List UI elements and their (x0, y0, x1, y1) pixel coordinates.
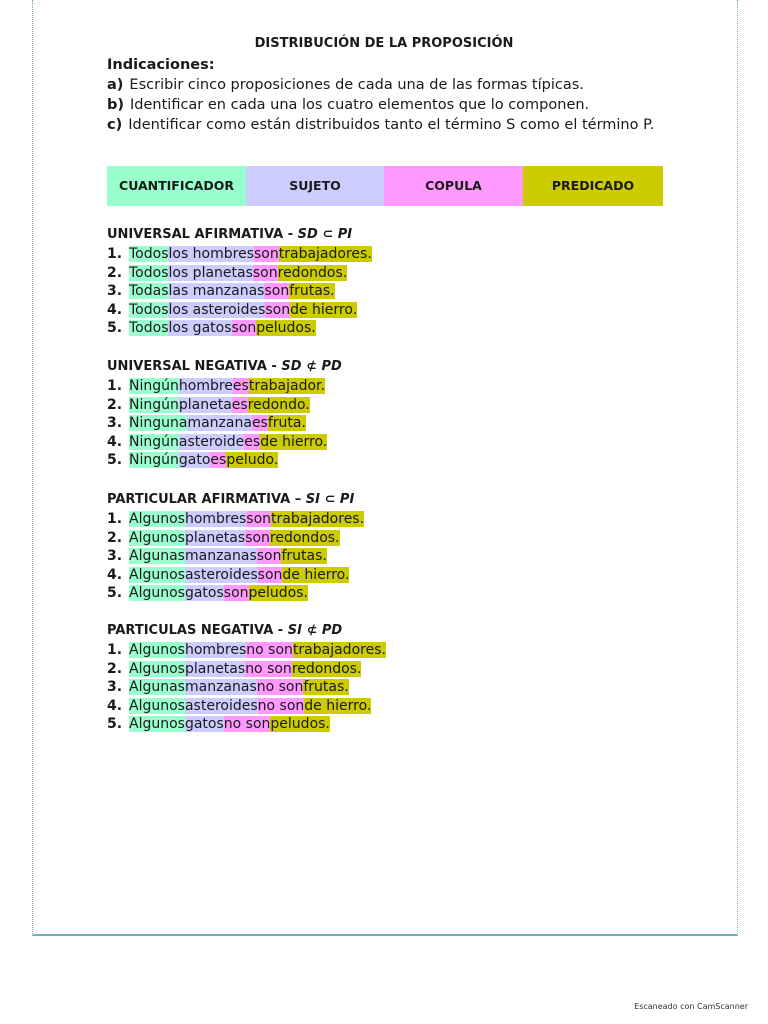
predicate-highlight: trabajadores. (278, 246, 372, 262)
predicate-highlight: peludos. (256, 320, 316, 337)
subject-highlight: asteroide (178, 433, 245, 450)
item-number: 5. (107, 320, 123, 337)
item-number: 1. (107, 642, 123, 658)
subject-highlight: las manzanas (168, 283, 265, 300)
quantifier-highlight: Ninguna (129, 415, 188, 432)
copula-highlight: es (244, 433, 261, 450)
subject-highlight: asteroides (184, 697, 258, 714)
quantifier-highlight: Ningún (129, 378, 179, 394)
copula-highlight: no son (246, 642, 293, 658)
proposition-item (107, 282, 372, 301)
section-title-text: PARTICULAR AFIRMATIVA – (107, 492, 306, 507)
quantifier-highlight: Todos (129, 301, 169, 318)
proposition-item (107, 547, 364, 566)
quantifier-highlight: Todos (129, 320, 169, 337)
instruction-item (107, 95, 654, 115)
quantifier-highlight: Algunos (129, 585, 185, 602)
legend-copula: COPULA (384, 166, 523, 206)
page-title: DISTRIBUCIÓN DE LA PROPOSICIÓN (254, 36, 514, 51)
item-number: 1. (107, 378, 123, 394)
item-number: 2. (107, 396, 123, 413)
instruction-text: Escribir cinco proposiciones de cada una de las formas típicas. (129, 77, 584, 93)
item-number: 2. (107, 264, 123, 281)
proposition-item (107, 301, 372, 320)
instruction-item (107, 115, 654, 135)
section-title-text: PARTICULAS NEGATIVA - (107, 623, 288, 638)
instruction-letter: b) (107, 97, 125, 113)
predicate-highlight: de hierro. (282, 566, 350, 583)
item-number: 3. (107, 548, 123, 565)
predicate-highlight: trabajador. (248, 378, 325, 394)
subject-highlight: gatos (184, 716, 224, 733)
section-title (107, 490, 364, 510)
subject-highlight: asteroides (184, 566, 258, 583)
section-title (107, 225, 372, 245)
section-formula: SD ⊂ PI (297, 227, 353, 242)
subject-highlight: manzanas (184, 679, 257, 696)
subject-highlight: gatos (184, 585, 224, 602)
copula-highlight: es (231, 396, 248, 413)
legend-cuantificador: CUANTIFICADOR (107, 166, 246, 206)
quantifier-highlight: Algunos (129, 529, 185, 546)
subject-highlight: hombre (178, 378, 233, 394)
quantifier-highlight: Todos (129, 246, 169, 262)
section-universal-afirmativa (107, 225, 372, 338)
item-number: 2. (107, 529, 123, 546)
subject-highlight: planeta (178, 396, 232, 413)
instruction-letter: c) (107, 117, 123, 133)
section-title-text: UNIVERSAL AFIRMATIVA - (107, 227, 298, 242)
subject-highlight: los hombres (168, 246, 255, 262)
item-number: 4. (107, 301, 123, 318)
subject-highlight: planetas (184, 529, 246, 546)
predicate-highlight: de hierro. (290, 301, 358, 318)
copula-highlight: no son (256, 679, 304, 696)
copula-highlight: no son (223, 716, 271, 733)
instruction-text: Identificar como están distribuidos tanto el término S como el término P. (128, 117, 655, 133)
item-number: 5. (107, 452, 123, 469)
item-number: 3. (107, 283, 123, 300)
item-number: 4. (107, 697, 123, 714)
proposition-item (107, 715, 386, 734)
predicate-highlight: de hierro. (304, 697, 372, 714)
predicate-highlight: redondo. (247, 396, 310, 413)
proposition-item (107, 264, 372, 283)
subject-highlight: planetas (184, 660, 246, 677)
quantifier-highlight: Algunos (129, 697, 185, 714)
instructions-heading: Indicaciones: (107, 57, 215, 73)
proposition-item (107, 641, 386, 660)
copula-highlight: son (231, 320, 257, 337)
copula-highlight: es (232, 378, 249, 394)
legend-sujeto: SUJETO (246, 166, 384, 206)
quantifier-highlight: Ningún (129, 433, 179, 450)
predicate-highlight: trabajadores. (271, 511, 365, 527)
item-number: 5. (107, 585, 123, 602)
quantifier-highlight: Algunas (129, 548, 185, 565)
quantifier-highlight: Algunos (129, 511, 185, 527)
copula-highlight: es (251, 415, 268, 432)
section-formula: SI ⊂ PI (305, 492, 355, 507)
quantifier-highlight: Algunos (129, 566, 185, 583)
predicate-highlight: frutas. (303, 679, 349, 696)
item-number: 4. (107, 566, 123, 583)
section-title (107, 357, 342, 377)
copula-highlight: no son (245, 660, 292, 677)
proposition-item (107, 451, 342, 470)
proposition-item (107, 678, 386, 697)
section-title (107, 621, 386, 641)
instruction-text: Identificar en cada una los cuatro elementos que lo componen. (130, 97, 590, 113)
predicate-highlight: fruta. (267, 415, 306, 432)
proposition-item (107, 319, 372, 338)
predicate-highlight: redondos. (269, 529, 340, 546)
predicate-highlight: redondos. (291, 660, 362, 677)
copula-highlight: no son (257, 697, 305, 714)
item-number: 1. (107, 511, 123, 527)
quantifier-highlight: Todas (129, 283, 169, 300)
copula-highlight: son (246, 511, 272, 527)
proposition-item (107, 433, 342, 452)
subject-highlight: hombres (184, 511, 247, 527)
proposition-item (107, 245, 372, 264)
predicate-highlight: frutas. (281, 548, 327, 565)
quantifier-highlight: Algunos (129, 642, 185, 658)
copula-highlight: son (245, 529, 270, 546)
subject-highlight: gato (178, 452, 211, 469)
copula-highlight: son (256, 548, 282, 565)
item-number: 3. (107, 679, 123, 696)
section-formula: SI ⊄ PD (287, 623, 343, 638)
item-number: 3. (107, 415, 123, 432)
proposition-item (107, 566, 364, 585)
copula-highlight: son (252, 264, 278, 281)
copula-highlight: son (257, 566, 283, 583)
instruction-letter: a) (107, 77, 124, 93)
instructions (107, 55, 654, 135)
proposition-item (107, 660, 386, 679)
subject-highlight: manzana (187, 415, 252, 432)
proposition-item (107, 697, 386, 716)
proposition-item (107, 584, 364, 603)
item-number: 4. (107, 433, 123, 450)
quantifier-highlight: Algunos (129, 716, 185, 733)
subject-highlight: hombres (184, 642, 247, 658)
proposition-item (107, 396, 342, 415)
copula-highlight: son (264, 283, 290, 300)
section-universal-negativa (107, 357, 342, 470)
section-formula: SD ⊄ PD (281, 359, 342, 374)
predicate-highlight: peludo. (226, 452, 279, 469)
item-number: 2. (107, 660, 123, 677)
subject-highlight: los gatos (168, 320, 232, 337)
proposition-item (107, 510, 364, 529)
proposition-item (107, 414, 342, 433)
proposition-item (107, 377, 342, 396)
predicate-highlight: redondos. (277, 264, 348, 281)
item-number: 1. (107, 246, 123, 262)
subject-highlight: manzanas (184, 548, 257, 565)
section-particular-afirmativa (107, 490, 364, 603)
quantifier-highlight: Todos (129, 264, 169, 281)
instruction-item (107, 75, 654, 95)
scanner-watermark: Escaneado con CamScanner (634, 1002, 748, 1011)
section-title-text: UNIVERSAL NEGATIVA - (107, 359, 282, 374)
copula-highlight: son (254, 246, 279, 262)
quantifier-highlight: Algunas (129, 679, 185, 696)
copula-highlight: es (210, 452, 227, 469)
predicate-highlight: peludos. (270, 716, 330, 733)
predicate-highlight: trabajadores. (292, 642, 386, 658)
predicate-highlight: peludos. (248, 585, 308, 602)
predicate-highlight: de hierro. (260, 433, 328, 450)
quantifier-highlight: Ningún (129, 396, 179, 413)
section-particular-negativa (107, 621, 386, 734)
quantifier-highlight: Algunos (129, 660, 185, 677)
quantifier-highlight: Ningún (129, 452, 179, 469)
copula-highlight: son (265, 301, 291, 318)
subject-highlight: los asteroides (168, 301, 266, 318)
item-number: 5. (107, 716, 123, 733)
copula-highlight: son (223, 585, 249, 602)
legend-predicado: PREDICADO (523, 166, 663, 206)
proposition-item (107, 529, 364, 548)
predicate-highlight: frutas. (289, 283, 335, 300)
legend-table (107, 166, 663, 206)
subject-highlight: los planetas (168, 264, 253, 281)
